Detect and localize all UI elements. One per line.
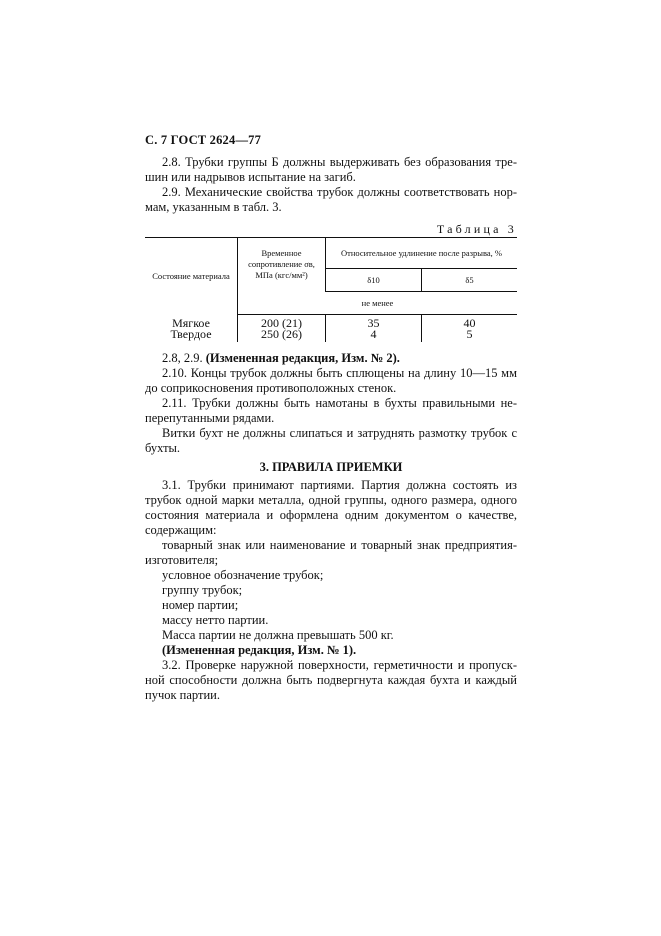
paragraph-3-2: 3.2. Проверке наружной поверхности, герметичности и пропуск-ной способности должна быть подвергнута каждая бухта и каждый пучок партии. [145,658,517,702]
table-row-strength: 250 (26) [238,329,326,342]
list-item-designation: условное обозначение трубок; [162,568,324,582]
table-row-d5: 40 [422,315,518,330]
paragraphs-section-2-b [145,351,517,456]
paragraph-2-10: 2.10. Концы трубок должны быть сплющены на длину 10—15 мм до соприкосновения противоположных стенок. [145,366,517,395]
table-row-state: Твердое [170,327,212,341]
paragraph-2-11: 2.11. Трубки должны быть намотаны в бухты правильными не-перепутанными рядами. [145,396,517,425]
table-caption: Таблица 3 [436,222,517,236]
revision-note: (Измененная редакция, Изм. № 2). [205,351,400,365]
table-row-d5: 5 [422,329,518,342]
table-row-d10: 35 [326,315,422,330]
table-note-minimum: не менее [238,292,518,315]
table-row-state: Мягкое [172,315,210,330]
table-header-strength-line2: МПа (кгс/мм²) [255,270,308,281]
paragraph-coils: Витки бухт не должны слипаться и затруднять размотку трубок с бухты. [145,426,517,455]
list-item-net-mass: массу нетто партии. [162,613,269,627]
table-row-d10: 4 [326,329,422,342]
paragraph-revision-2 [145,351,517,366]
paragraph-mass-limit: Масса партии не должна превышать 500 кг. [162,628,394,642]
section-title: 3. ПРАВИЛА ПРИЕМКИ [259,460,403,474]
paragraphs-section-3 [145,478,517,703]
revision-ref: 2.8, 2.9. [162,351,203,365]
list-item-trademark: товарный знак или наименование и товарный знак предприятия-изготовителя; [145,538,517,567]
paragraph-2-9: 2.9. Механические свойства трубок должны соответствовать нор-мам, указанным в табл. 3. [145,185,517,214]
list-item-group: группу трубок; [162,583,243,597]
mechanical-properties-table [145,237,517,342]
page-header: С. 7 ГОСТ 2624—77 [145,133,262,147]
paragraph-3-1: 3.1. Трубки принимают партиями. Партия должна состоять из трубок одной марки металла, одной группы, одного размера, одного состояния материала и оформлена одним документом о качестве, содержащим: [145,478,517,537]
table-header-strength [238,238,326,292]
table-subheader-d5: δ5 [422,269,518,292]
table-row-strength: 200 (21) [238,315,326,330]
list-item-lot-number: номер партии; [162,598,239,612]
paragraph-2-8: 2.8. Трубки группы Б должны выдерживать без образования тре-шин или надрывов испытание на загиб. [145,155,517,184]
table-header-elongation: Относительное удлинение после разрыва, % [326,238,518,269]
paragraph-revision-1: (Измененная редакция, Изм. № 1). [162,643,357,657]
table-header-strength-line1: Временное сопротивление σв, [248,248,315,270]
table-header-state: Состояние материала [145,238,238,315]
paragraphs-section-2-a [145,155,517,215]
table-subheader-d10: δ10 [326,269,422,292]
